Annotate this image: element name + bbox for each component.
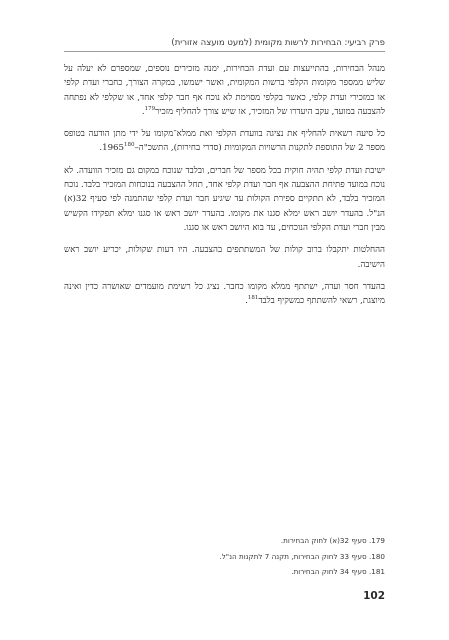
paragraph-5: בהעדר חסר ועדה, ישתתף ממלא מקומו כחבר. נציג כל רשימת מועמדים שאושרה כדין ואינה מיוצגת, רשאי להשתתף כמשקיף בלבד$^{181}$.: [64, 281, 385, 307]
paragraph-5-text: בהעדר חסר ועדה, ישתתף ממלא מקומו כחבר. נציג כל רשימת מועמדים שאושרה כדין ואינה מיוצגת, רשאי להשתתף כמשקיף בלבד: [64, 281, 385, 307]
footnote-179: [64, 533, 385, 549]
paragraph-3-text: ישיבת ועדת קלפי תהיה חוקית בכל מספר של חברים, ובלבד שנוכח במקום גם מזכיר הוועדה. לא נוכח במועד פתיחת ההצבעה אף חבר ועדת קלפי אחד, תחל ההצבעה בנוכחות המזכיר בלבד. נוכח המזכיר בלבד, לא תתקיים ספירת הקולות עד שיגיע חבר ועדת קלפי שהתמנה לפי סעיף 32(א) הנ"ל. בהעדר יושב ראש ימלא סגנו את מקומו. בהעדר יושב ראש או סגנו ימלא תפקידו הקשיש מבין חברי ועדת הקלפי הנוכחים, עד בוא היושב ראש או סגנו.: [64, 165, 385, 233]
page-number: 102: [363, 590, 385, 602]
paragraph-1-text: מנהל הבחירות, בהתייעצות עם ועדת הבחירות, ימנה מזכירים נוספים, שמספרם לא יעלה על שליש ממספר מקומות הקלפי ברשות המקומית, ואשר ישמשו, במקרה הצורך, כחברי ועדת קלפי או כמזכירי ועדת קלפי, כאשר בקלפי מסוימת לא נוכח אף חבר קלפי אחד, או שקלפי לא נפתחה להצבעה במועד, עקב היעדרו של המזכיר, או שיש צורך להחליף מזכיר: [64, 64, 385, 117]
body-text: [64, 62, 385, 316]
footnote-number: 180.: [368, 551, 385, 561]
paragraph-3: [64, 164, 385, 235]
footnote-number: 181.: [368, 567, 385, 576]
footnote-text: סעיף 33 לחוק הבחירות, תקנה 7 לתקנות הנ"ל.: [219, 551, 367, 561]
paragraph-4: [64, 243, 385, 272]
footnote-number: 179.: [368, 536, 385, 545]
footnote-ref-180[interactable]: 180: [124, 142, 135, 149]
footnote-181: [64, 564, 385, 580]
paragraph-2-text: כל סיעה רשאית להחליף את נציגה בוועדת הקלפי ואת ממלא־מקומו על ידי מתן הודעה בטופס מספר 2 של התוספת לתקנות הרשויות המקומיות (סדרי בחירות), התשכ"ה–1965: [64, 129, 385, 154]
footnote-text: סעיף 32(א) לחוק הבחירות.: [280, 536, 367, 545]
footnote-text: סעיף 34 לחוק הבחירות.: [291, 567, 367, 576]
paragraph-2: כל סיעה רשאית להחליף את נציגה בוועדת הקלפי ואת ממלא־מקומו על ידי מתן הודעה בטופס מספר 2 של התוספת לתקנות הרשויות המקומיות (סדרי בחירות), התשכ"ה–1965$^{180}$.: [64, 129, 385, 154]
running-header: פרק רביעי: הבחירות לרשות מקומית (למעט מועצה אזורית): [64, 38, 385, 52]
paragraph-4-text: ההחלטות יתקבלו ברוב קולות של המשתתפים בהצבעה. היו דעות שקולות, יכריע יושב ראש הישיבה.: [64, 245, 385, 270]
footnote-ref-179[interactable]: 179: [144, 106, 156, 113]
paragraph-1: מנהל הבחירות, בהתייעצות עם ועדת הבחירות, ימנה מזכירים נוספים, שמספרם לא יעלה על שליש ממספר מקומות הקלפי ברשות המקומית, ואשר ישמשו, במקרה הצורך, כחברי ועדת קלפי או כמזכירי ועדת קלפי, כאשר בקלפי מסוימת לא נוכח אף חבר קלפי אחד, או שקלפי לא נפתחה להצבעה במועד, עקב היעדרו של המזכיר, או שיש צורך להחליף מזכיר$^{179}$.: [64, 64, 385, 117]
footnotes: [64, 533, 385, 580]
footnote-ref-181[interactable]: 181: [247, 295, 259, 302]
footnote-180: [64, 549, 385, 565]
